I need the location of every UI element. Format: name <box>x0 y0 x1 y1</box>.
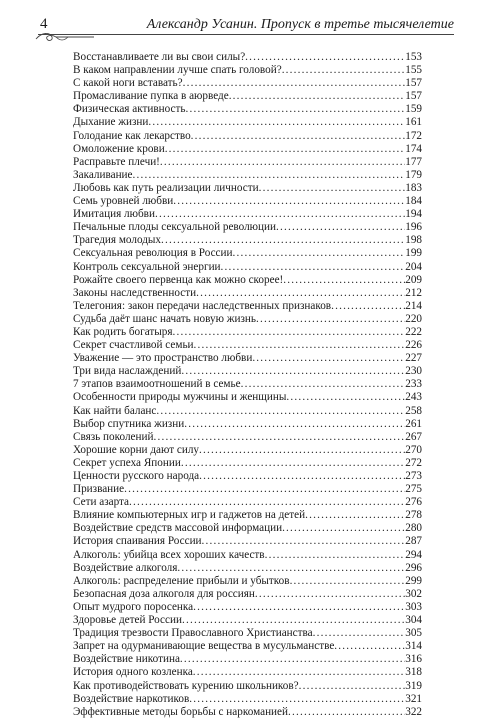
toc-entry[interactable] <box>73 300 422 313</box>
toc-entry-title: Как противодействовать курению школьников? <box>73 679 299 692</box>
toc-entry[interactable] <box>73 457 422 470</box>
toc-entry[interactable] <box>73 431 422 444</box>
toc-entry-page: 299 <box>405 574 422 587</box>
toc-entry-title: Алкоголь: распределение прибыли и убытков <box>73 574 290 587</box>
toc-entry[interactable] <box>73 365 422 378</box>
toc-entry[interactable] <box>73 234 422 247</box>
toc-entry[interactable] <box>73 549 422 562</box>
toc-entry-page: 214 <box>405 299 422 312</box>
toc-leader-dots <box>256 313 405 326</box>
toc-leader-dots <box>305 509 405 522</box>
toc-entry-title: Телегония: закон передачи наследственных признаков <box>73 299 332 312</box>
toc-entry[interactable] <box>73 706 422 719</box>
toc-entry-title: Как найти баланс <box>73 404 157 417</box>
toc-entry[interactable] <box>73 90 422 103</box>
toc-entry-title: Расправьте плечи! <box>73 155 160 168</box>
toc-leader-dots <box>252 352 405 365</box>
toc-leader-dots <box>299 680 406 693</box>
toc-entry[interactable] <box>73 614 422 627</box>
toc-leader-dots <box>199 444 405 457</box>
toc-entry-page: 287 <box>405 535 422 548</box>
toc-entry-title: Печальные плоды сексуальной революции <box>73 221 276 234</box>
toc-entry[interactable] <box>73 130 422 143</box>
table-of-contents <box>73 51 422 719</box>
toc-entry[interactable] <box>73 143 422 156</box>
toc-leader-dots <box>129 496 405 509</box>
toc-entry[interactable] <box>73 496 422 509</box>
toc-entry-title: Выбор спутника жизни <box>73 417 185 430</box>
toc-leader-dots <box>196 287 405 300</box>
toc-entry-title: Семь уровней любви <box>73 195 174 208</box>
toc-entry-title: Воздействие никотина <box>73 653 180 666</box>
toc-leader-dots <box>194 339 406 352</box>
running-title: Александр Усанин. Пропуск в третье тысячелетие <box>146 17 454 32</box>
toc-entry[interactable] <box>73 313 422 326</box>
toc-entry-title: Сети азарта <box>73 496 130 509</box>
toc-entry-title: Запрет на одурманивающие вещества в мусульманстве <box>73 640 335 653</box>
toc-entry[interactable] <box>73 116 422 129</box>
toc-leader-dots <box>286 391 405 404</box>
header-rule <box>38 34 454 35</box>
toc-leader-dots <box>241 378 406 391</box>
toc-entry-title: Воздействие алкоголя <box>73 561 178 574</box>
toc-entry[interactable] <box>73 653 422 666</box>
toc-entry-title: Особенности природы мужчины и женщины <box>73 391 287 404</box>
toc-entry-page: 174 <box>405 142 422 155</box>
toc-entry-title: Трагедия молодых <box>73 234 162 247</box>
toc-entry-page: 322 <box>405 705 422 718</box>
toc-entry[interactable] <box>73 640 422 653</box>
toc-entry-title: Традиция трезвости Православного Христианства <box>73 627 313 640</box>
toc-entry-title: Опыт мудрого поросенка <box>73 600 194 613</box>
toc-entry-page: 222 <box>405 325 422 338</box>
toc-leader-dots <box>193 666 405 679</box>
toc-entry-page: 270 <box>405 443 422 456</box>
toc-entry-page: 233 <box>405 378 422 391</box>
toc-entry-title: Алкоголь: убийца всех хороших качеств <box>73 548 265 561</box>
toc-leader-dots <box>276 221 405 234</box>
toc-entry-title: Уважение — это пространство любви <box>73 352 253 365</box>
toc-entry-title: Как родить богатыря <box>73 325 173 338</box>
toc-entry[interactable] <box>73 378 422 391</box>
toc-leader-dots <box>181 457 405 470</box>
toc-entry-page: 318 <box>405 666 422 679</box>
toc-leader-dots <box>183 77 406 90</box>
toc-entry-title: Хорошие корни дают силу <box>73 443 200 456</box>
toc-entry-page: 302 <box>405 587 422 600</box>
toc-entry-page: 305 <box>405 627 422 640</box>
toc-entry-page: 204 <box>405 260 422 273</box>
toc-leader-dots <box>288 706 405 719</box>
toc-leader-dots <box>334 640 405 653</box>
page-number: 4 <box>40 16 48 32</box>
toc-entry-title: Безопасная доза алкоголя для россиян <box>73 587 255 600</box>
toc-leader-dots <box>199 470 405 483</box>
toc-entry[interactable] <box>73 693 422 706</box>
toc-entry-page: 275 <box>405 483 422 496</box>
toc-entry-page: 267 <box>405 430 422 443</box>
toc-entry-title: Физическая активность <box>73 103 186 116</box>
toc-entry-page: 157 <box>405 90 422 103</box>
toc-entry-page: 273 <box>405 470 422 482</box>
toc-entry-title: Закаливание <box>73 168 133 181</box>
toc-leader-dots <box>165 143 406 156</box>
toc-entry-page: 209 <box>405 273 422 286</box>
toc-leader-dots <box>153 431 405 444</box>
toc-entry[interactable] <box>73 405 422 418</box>
toc-leader-dots <box>182 614 405 627</box>
toc-entry-page: 321 <box>405 692 422 705</box>
toc-leader-dots <box>282 522 405 535</box>
toc-entry-page: 177 <box>405 155 422 168</box>
toc-leader-dots <box>229 90 406 103</box>
toc-entry-title: Воздействие наркотиков <box>73 692 190 705</box>
toc-entry-page: 153 <box>405 51 422 63</box>
toc-entry-page: 314 <box>405 640 422 653</box>
toc-leader-dots <box>161 234 405 247</box>
toc-entry-page: 184 <box>405 195 422 208</box>
toc-entry-title: В каком направлении лучше спать головой? <box>73 64 282 77</box>
toc-entry-title: Промасливание пупка в аюрведе <box>73 90 229 103</box>
toc-leader-dots <box>282 64 406 77</box>
toc-entry-title: Омоложение крови <box>73 142 165 155</box>
toc-entry[interactable] <box>73 575 422 588</box>
toc-entry[interactable] <box>73 666 422 679</box>
toc-entry-page: 280 <box>405 522 422 535</box>
toc-entry[interactable] <box>73 51 422 64</box>
toc-leader-dots <box>124 483 405 496</box>
toc-entry-title: История спаивания России <box>73 535 202 548</box>
toc-entry-page: 161 <box>405 116 422 129</box>
toc-entry-page: 194 <box>405 208 422 221</box>
page-header <box>38 14 454 36</box>
toc-entry-page: 196 <box>405 221 422 234</box>
toc-entry-page: 198 <box>405 234 422 247</box>
toc-entry-title: Три вида наслаждений <box>73 365 182 378</box>
toc-entry[interactable] <box>73 535 422 548</box>
toc-entry[interactable] <box>73 391 422 404</box>
toc-entry-title: Любовь как путь реализации личности <box>73 181 259 194</box>
toc-leader-dots <box>202 535 406 548</box>
toc-leader-dots <box>245 51 405 64</box>
toc-entry-title: Эффективные методы борьбы с наркоманией <box>73 705 288 718</box>
toc-entry[interactable] <box>73 208 422 221</box>
toc-entry-title: Секрет успеха Японии <box>73 456 181 469</box>
toc-leader-dots <box>185 103 405 116</box>
toc-leader-dots <box>259 182 406 195</box>
toc-entry-page: 227 <box>405 352 422 365</box>
toc-entry-page: 183 <box>405 181 422 194</box>
toc-entry[interactable] <box>73 103 422 116</box>
toc-entry[interactable] <box>73 261 422 274</box>
toc-leader-dots <box>173 195 405 208</box>
toc-entry[interactable] <box>73 64 422 77</box>
toc-entry[interactable] <box>73 444 422 457</box>
toc-entry[interactable] <box>73 77 422 90</box>
toc-entry[interactable] <box>73 627 422 640</box>
toc-entry-page: 304 <box>405 614 422 627</box>
toc-entry-title: Восстанавливаете ли вы свои силы? <box>73 51 246 63</box>
toc-leader-dots <box>181 365 405 378</box>
toc-entry-page: 243 <box>405 391 422 404</box>
toc-entry-page: 303 <box>405 600 422 613</box>
toc-leader-dots <box>189 693 405 706</box>
toc-entry-page: 296 <box>405 561 422 574</box>
toc-entry-title: Имитация любви <box>73 208 155 221</box>
toc-entry[interactable] <box>73 274 422 287</box>
toc-entry-title: Судьба даёт шанс начать новую жизнь <box>73 312 257 325</box>
toc-entry-title: Законы наследственности <box>73 286 197 299</box>
toc-entry-page: 258 <box>405 404 422 417</box>
toc-entry[interactable] <box>73 352 422 365</box>
toc-entry-page: 316 <box>405 653 422 666</box>
toc-entry-page: 220 <box>405 312 422 325</box>
toc-entry[interactable] <box>73 339 422 352</box>
toc-entry-title: Дыхание жизни <box>73 116 149 129</box>
toc-leader-dots <box>283 274 405 287</box>
toc-entry-title: 7 этапов взаимоотношений в семье <box>73 378 241 391</box>
toc-leader-dots <box>133 169 406 182</box>
toc-entry-page: 226 <box>405 339 422 352</box>
toc-entry[interactable] <box>73 601 422 614</box>
toc-entry[interactable] <box>73 247 422 260</box>
toc-leader-dots <box>221 261 406 274</box>
toc-entry-title: С какой ноги вставать? <box>73 77 183 90</box>
toc-entry-page: 172 <box>405 129 422 142</box>
toc-entry-title: Призвание <box>73 483 125 496</box>
toc-leader-dots <box>191 130 406 143</box>
toc-entry-title: Контроль сексуальной энергии <box>73 260 221 273</box>
toc-entry-title: Сексуальная революция в России <box>73 247 233 260</box>
toc-entry-page: 155 <box>405 64 422 77</box>
toc-entry[interactable] <box>73 483 422 496</box>
toc-leader-dots <box>331 300 405 313</box>
toc-entry[interactable] <box>73 326 422 339</box>
toc-entry[interactable] <box>73 509 422 522</box>
toc-leader-dots <box>193 601 405 614</box>
toc-entry[interactable] <box>73 169 422 182</box>
toc-entry-page: 276 <box>405 496 422 509</box>
toc-entry-page: 199 <box>405 247 422 260</box>
toc-entry-page: 230 <box>405 365 422 378</box>
toc-entry-title: Рожайте своего первенца как можно скорее! <box>73 273 284 286</box>
toc-entry[interactable] <box>73 195 422 208</box>
toc-entry-title: Голодание как лекарство <box>73 129 191 142</box>
toc-entry[interactable] <box>73 470 422 483</box>
toc-entry[interactable] <box>73 418 422 431</box>
toc-leader-dots <box>173 326 406 339</box>
toc-leader-dots <box>177 562 405 575</box>
toc-leader-dots <box>155 208 405 221</box>
toc-leader-dots <box>148 116 405 129</box>
toc-leader-dots <box>233 247 406 260</box>
toc-entry[interactable] <box>73 522 422 535</box>
toc-leader-dots <box>156 405 405 418</box>
toc-leader-dots <box>255 588 405 601</box>
flourish-ornament-icon <box>34 30 98 44</box>
toc-entry[interactable] <box>73 562 422 575</box>
toc-entry[interactable] <box>73 182 422 195</box>
toc-leader-dots <box>313 627 406 640</box>
toc-entry-title: Ценности русского народа <box>73 470 200 482</box>
toc-entry-page: 261 <box>405 417 422 430</box>
toc-entry-title: Секрет счастливой семьи <box>73 339 194 352</box>
toc-entry-page: 212 <box>405 286 422 299</box>
toc-entry-title: Воздействие средств массовой информации <box>73 522 283 535</box>
toc-entry[interactable] <box>73 156 422 169</box>
toc-entry-page: 319 <box>405 679 422 692</box>
toc-entry[interactable] <box>73 287 422 300</box>
toc-leader-dots <box>265 549 406 562</box>
toc-entry[interactable] <box>73 221 422 234</box>
toc-entry-page: 278 <box>405 509 422 522</box>
toc-entry-title: Влияние компьютерных игр и гаджетов на детей <box>73 509 306 522</box>
toc-entry[interactable] <box>73 680 422 693</box>
toc-entry-page: 159 <box>405 103 422 116</box>
toc-entry-page: 157 <box>405 77 422 90</box>
toc-entry-page: 272 <box>405 456 422 469</box>
toc-leader-dots <box>180 653 405 666</box>
toc-entry-title: Здоровье детей России <box>73 614 182 627</box>
toc-entry-title: История одного козленка <box>73 666 193 679</box>
toc-entry-title: Связь поколений <box>73 430 154 443</box>
toc-entry-page: 179 <box>405 168 422 181</box>
toc-leader-dots <box>290 575 406 588</box>
toc-entry-page: 294 <box>405 548 422 561</box>
toc-entry[interactable] <box>73 588 422 601</box>
toc-leader-dots <box>184 418 405 431</box>
toc-leader-dots <box>160 156 405 169</box>
